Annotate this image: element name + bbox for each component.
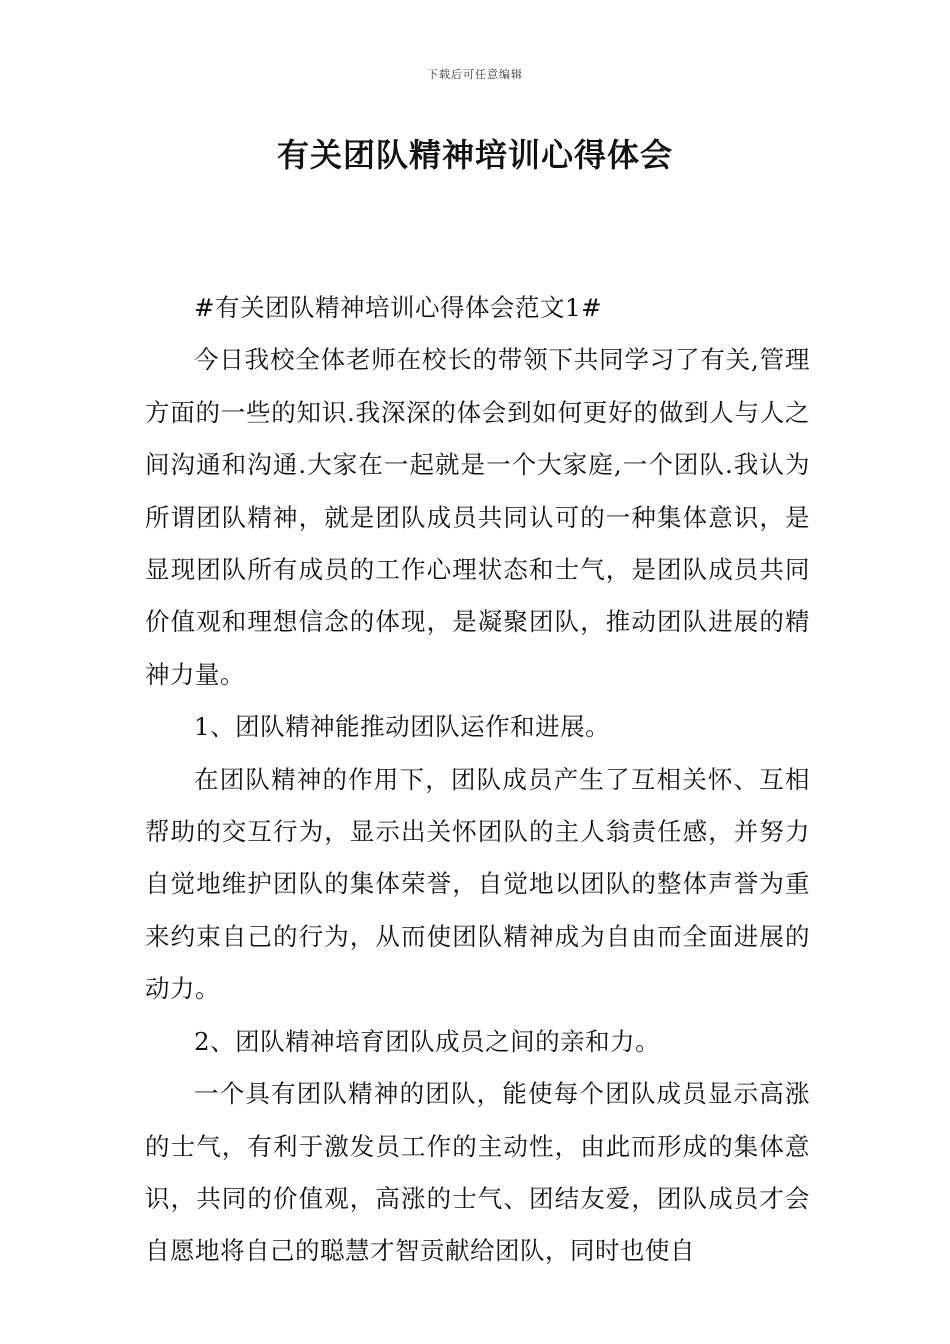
paragraph: 今日我校全体老师在校长的带领下共同学习了有关,管理方面的一些的知识.我深深的体会到如何更好的做到人与人之间沟通和沟通.大家在一起就是一个大家庭,一个团队.我认为所谓团队精神，就是团队成员共同认可的一种集体意识，是显现团队所有成员的工作心理状态和士气，是团队成员共同价值观和理想信念的体现，是凝聚团队，推动团队进展的精神力量。 <box>145 345 810 689</box>
paragraph: 在团队精神的作用下，团队成员产生了互相关怀、互相帮助的交互行为，显示出关怀团队的主人翁责任感，并努力自觉地维护团队的集体荣誉，自觉地以团队的整体声誉为重来约束自己的行为，从而使团队精神成为自由而全面进展的动力。 <box>145 764 810 1004</box>
paragraph-point-1: 1、团队精神能推动团队运作和进展。 <box>194 712 611 742</box>
header-note: 下载后可任意编辑 <box>427 68 523 81</box>
paragraph: 一个具有团队精神的团队，能使每个团队成员显示高涨的士气，有利于激发员工作的主动性，由此而形成的集体意识，共同的价值观，高涨的士气、团结友爱，团队成员才会自愿地将自己的聪慧才智贡献给团队，同时也使自 <box>145 1079 810 1266</box>
document-body <box>145 282 810 1278</box>
document-title: 有关团队精神培训心得体会 <box>276 136 673 174</box>
paragraph-heading: #有关团队精神培训心得体会范文1# <box>194 293 603 322</box>
paragraph-point-2: 2、团队精神培育团队成员之间的亲和力。 <box>194 1026 661 1056</box>
